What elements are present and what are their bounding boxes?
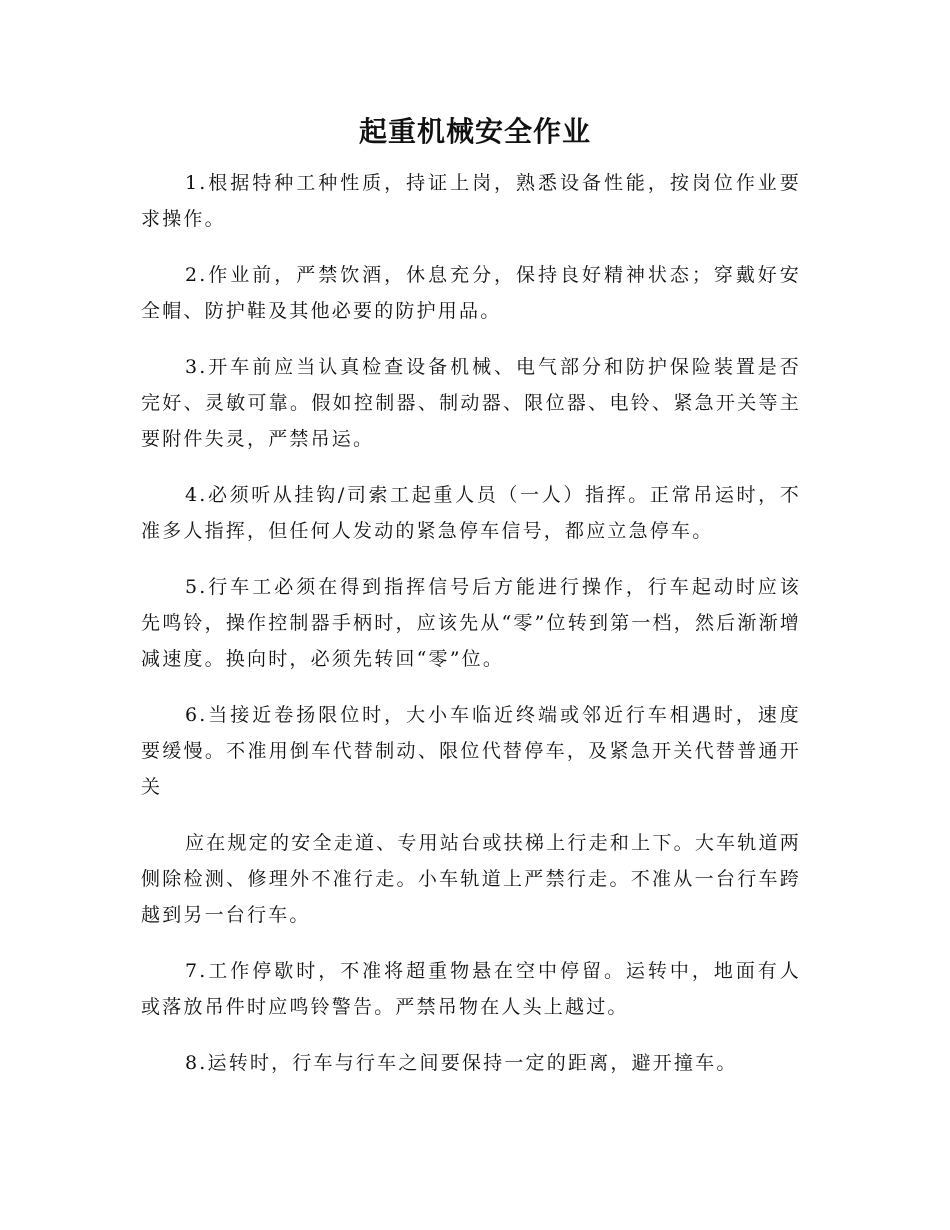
page-title: 起重机械安全作业 [358, 115, 591, 148]
paragraph-7: 7.工作停歇时，不准将超重物悬在空中停留。运转中，地面有人或落放吊件时应鸣铃警告。严禁吊物在人头上越过。 [141, 960, 801, 1018]
paragraph-6: 6.当接近卷扬限位时，大小车临近终端或邻近行车相遇时，速度要缓慢。不准用倒车代替制动、限位代替停车，及紧急开关代替普通开关 [141, 704, 801, 798]
paragraph-3: 3.开车前应当认真检查设备机械、电气部分和防护保险装置是否完好、灵敏可靠。假如控制器、制动器、限位器、电铃、紧急开关等主要附件失灵，严禁吊运。 [141, 356, 801, 450]
paragraph-1: 1.根据特种工种性质，持证上岗，熟悉设备性能，按岗位作业要求操作。 [141, 172, 801, 230]
paragraph-4: 4.必须听从挂钩/司索工起重人员（一人）指挥。正常吊运时，不准多人指挥，但任何人发动的紧急停车信号，都应立急停车。 [141, 484, 801, 542]
paragraph-5: 5.行车工必须在得到指挥信号后方能进行操作，行车起动时应该先鸣铃，操作控制器手柄时，应该先从“零”位转到第一档，然后渐渐增减速度。换向时，必须先转回“零”位。 [141, 576, 801, 670]
paragraph-8: 8.运转时，行车与行车之间要保持一定的距离，避开撞车。 [185, 1052, 738, 1074]
paragraph-6-continued: 应在规定的安全走道、专用站台或扶梯上行走和上下。大车轨道两侧除检测、修理外不准行走。小车轨道上严禁行走。不准从一台行车跨越到另一台行车。 [141, 832, 801, 926]
paragraph-2: 2.作业前，严禁饮酒，休息充分，保持良好精神状态；穿戴好安全帽、防护鞋及其他必要的防护用品。 [141, 264, 801, 322]
document-body [141, 165, 801, 1101]
